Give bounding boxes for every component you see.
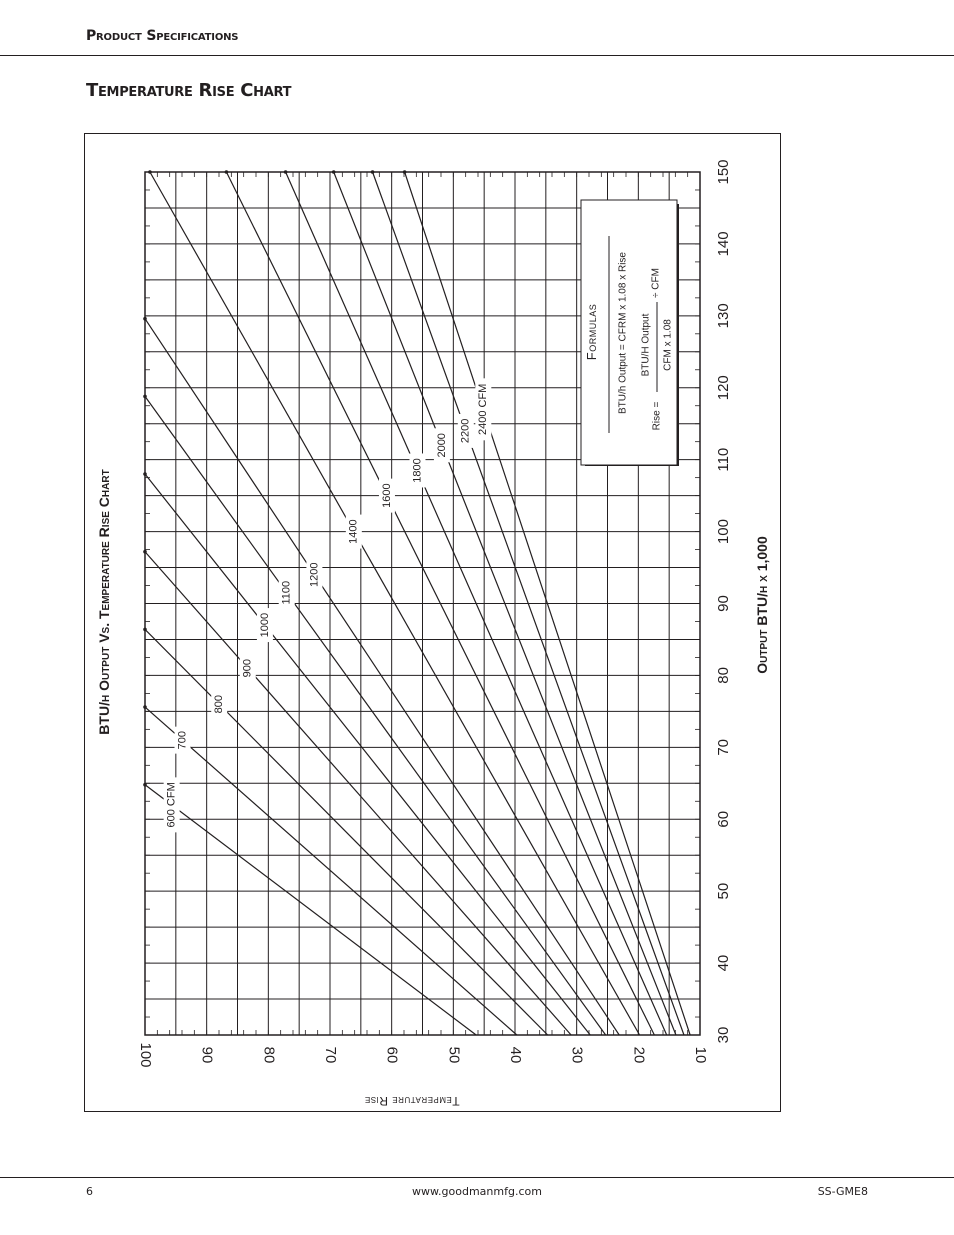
x-tick-label: 50 xyxy=(714,882,732,900)
series-endpoint-1100 xyxy=(143,395,147,399)
series-endpoint-1600 xyxy=(225,170,229,174)
series-endpoint-2200 xyxy=(371,170,375,174)
y-tick-label: 60 xyxy=(383,1046,401,1064)
series-label-1000: 1000 xyxy=(258,612,271,638)
x-tick-label: 30 xyxy=(714,1026,732,1044)
series-endpoint-1400 xyxy=(148,170,152,174)
x-tick-label: 110 xyxy=(714,447,732,472)
x-tick-label: 60 xyxy=(714,810,732,828)
x-axis-title: Output BTU/h x 1,000 xyxy=(754,536,770,674)
y-tick-label: 40 xyxy=(507,1046,525,1064)
series-label-1200: 1200 xyxy=(308,562,321,587)
y-tick-label: 90 xyxy=(198,1046,216,1064)
series-line-900 xyxy=(145,552,571,1035)
x-tick-label: 130 xyxy=(714,303,732,329)
y-tick-label: 30 xyxy=(568,1046,586,1064)
y-tick-label: 80 xyxy=(260,1046,278,1064)
series-endpoint-1200 xyxy=(143,317,147,321)
x-tick-label: 150 xyxy=(714,159,732,185)
x-tick-label: 80 xyxy=(714,667,732,684)
formula-numerator: BTU/H Output xyxy=(640,313,652,377)
x-tick-label: 40 xyxy=(714,954,732,972)
chart-title: BTU/h Output Vs. Temperature Rise Chart xyxy=(96,469,112,735)
formula-output: BTU/h Output = CFRM x 1.08 x Rise xyxy=(617,252,629,414)
series-label-700: 700 xyxy=(176,730,189,750)
series-line-700 xyxy=(145,707,517,1035)
series-endpoint-600 xyxy=(143,783,147,787)
series-label-800: 800 xyxy=(213,695,226,714)
x-tick-label: 70 xyxy=(714,738,732,756)
y-axis-title: Temperature Rise xyxy=(364,1094,460,1108)
series-label-1800: 1800 xyxy=(411,458,424,483)
formulas-heading: Formulas xyxy=(584,303,599,361)
series-label-1600: 1600 xyxy=(380,483,393,508)
series-endpoint-1800 xyxy=(284,170,288,174)
series-endpoint-2000 xyxy=(332,170,336,174)
x-tick-label: 100 xyxy=(714,519,732,545)
x-tick-label: 120 xyxy=(714,375,732,401)
x-tick-label: 140 xyxy=(714,231,732,257)
header-section-title: Product Specifications xyxy=(86,28,239,44)
footer-divider xyxy=(0,1177,954,1178)
formula-denominator: CFM x 1.08 xyxy=(662,319,674,371)
series-endpoint-800 xyxy=(143,628,147,632)
series-line-1000 xyxy=(145,474,590,1035)
series-label-1100: 1100 xyxy=(280,580,293,605)
series-label-900: 900 xyxy=(241,659,254,678)
series-endpoint-1000 xyxy=(143,472,147,476)
y-tick-label: 50 xyxy=(445,1046,463,1064)
series-line-800 xyxy=(145,629,548,1035)
y-tick-label: 100 xyxy=(137,1042,155,1068)
series-label-2000: 2000 xyxy=(435,433,448,458)
y-tick-label: 70 xyxy=(322,1046,340,1064)
y-tick-label: 20 xyxy=(630,1046,648,1064)
series-label-600: 600 CFM xyxy=(165,782,178,828)
series-label-2400: 2400 CFM xyxy=(477,383,490,436)
footer-website-link[interactable]: www.goodmanmfg.com xyxy=(412,1185,542,1198)
x-tick-label: 90 xyxy=(714,595,732,612)
series-endpoint-2400 xyxy=(403,170,407,174)
page-title: Temperature Rise Chart xyxy=(86,80,292,101)
formula-divide: ÷ CFM xyxy=(650,268,662,298)
series-endpoint-700 xyxy=(143,705,147,709)
series-label-2200: 2200 xyxy=(459,418,472,444)
page-number: 6 xyxy=(86,1185,93,1198)
document-code: SS-GME8 xyxy=(817,1185,868,1198)
series-line-600 xyxy=(145,785,476,1035)
formula-rise-label: Rise = xyxy=(651,401,663,431)
series-label-1400: 1400 xyxy=(347,519,360,544)
y-tick-label: 10 xyxy=(692,1046,710,1064)
series-endpoint-900 xyxy=(143,550,147,554)
